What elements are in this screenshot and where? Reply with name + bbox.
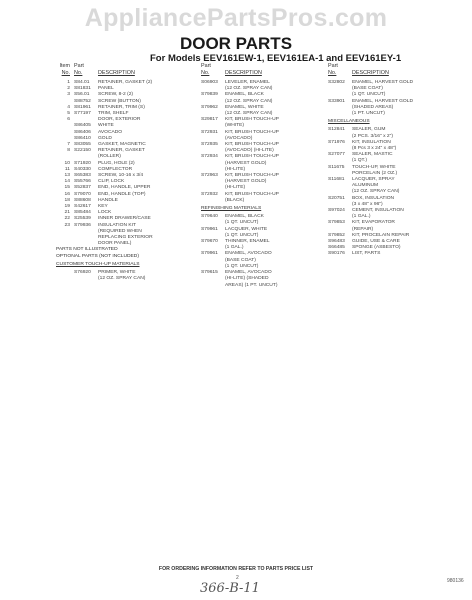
item-number: 23 bbox=[64, 222, 70, 228]
part-description: (BASE COAT) bbox=[225, 257, 256, 263]
part-description: SCREW, 8-2 (2) bbox=[98, 92, 134, 98]
part-number: S79961 bbox=[201, 226, 218, 232]
part-description: ENAMEL, BLACK bbox=[225, 214, 264, 220]
part-description: (2 PCS. 3/16" x 2") bbox=[352, 133, 393, 139]
item-number: 22 bbox=[64, 216, 70, 222]
part-description: (REPAIR) bbox=[352, 226, 374, 232]
part-number: S88608 bbox=[74, 197, 91, 203]
part-no-header: No. bbox=[74, 69, 83, 76]
part-number: S79962 bbox=[201, 104, 218, 110]
part-description: SCREW, 10-16 x 3/4 bbox=[98, 173, 144, 179]
part-description: RETAINER, GASKET bbox=[98, 148, 145, 154]
part-description: (12 OZ. SPRAY CAN) bbox=[225, 111, 273, 117]
part-description: (HARVEST GOLD) bbox=[225, 160, 267, 166]
parts-column-3 bbox=[328, 80, 466, 258]
part-description: (AVOCADO) (HI-LITE) bbox=[225, 148, 274, 154]
part-description: INSULATION KIT bbox=[98, 222, 136, 228]
part-description: (12 OZ. SPRAY CAN) bbox=[225, 98, 273, 104]
part-number bbox=[201, 283, 225, 289]
part-description: PRIMER, WHITE bbox=[98, 270, 136, 276]
part-number: S56.01 bbox=[74, 92, 90, 98]
part-description: INNER DRAWER/CASE bbox=[98, 216, 151, 222]
part-number: S20751 bbox=[328, 195, 345, 201]
part-description: HANDLE bbox=[98, 197, 118, 203]
col3-header: Part No. DESCRIPTION bbox=[328, 63, 389, 76]
part-description: (HARVEST GOLD) bbox=[225, 179, 267, 185]
part-description: LEVELER, ENAMEL bbox=[225, 80, 270, 85]
item-number: 10 bbox=[64, 160, 70, 166]
part-description: KIT, INSULATION bbox=[352, 139, 391, 145]
part-number: S79640 bbox=[201, 214, 218, 220]
part-number: S84.01 bbox=[74, 80, 90, 85]
part-number: S76920 bbox=[74, 270, 91, 276]
part-description: PANEL bbox=[98, 86, 114, 92]
handwritten-note: 366-B-11 bbox=[200, 581, 260, 596]
item-header: Item bbox=[59, 63, 70, 69]
item-number: 11 bbox=[64, 166, 70, 172]
part-description: (SHADED AREAS) bbox=[352, 104, 394, 110]
part-description: REPLACING EXTERIOR bbox=[98, 235, 153, 241]
part-number: S52837 bbox=[74, 185, 91, 191]
parts-row bbox=[201, 198, 323, 204]
part-description: END, HANDLE (TOP) bbox=[98, 191, 146, 197]
part-header: Part bbox=[74, 63, 84, 69]
part-number: S79936 bbox=[74, 222, 91, 228]
part-description: LOCK bbox=[98, 210, 112, 216]
part-description: (1 QT. UNCUT) bbox=[352, 92, 386, 98]
part-description: KIT, BRUSH TOUCH-UP bbox=[225, 142, 279, 148]
part-description: (1 GAL.) bbox=[225, 245, 244, 251]
part-number: S79853 bbox=[328, 220, 345, 226]
part-description: PORCELAIN (2 OZ.) bbox=[352, 170, 398, 176]
part-description: ENAMEL, AVOCADO bbox=[225, 270, 272, 276]
part-number: S96483 bbox=[328, 239, 345, 245]
part-description: SCREW (BUTTON) bbox=[98, 98, 141, 104]
part-description: KEY bbox=[98, 204, 108, 210]
item-number bbox=[56, 276, 70, 282]
part-number: S85484 bbox=[74, 210, 91, 216]
part-description: (1 GAL.) bbox=[352, 214, 371, 220]
part-number: S71920 bbox=[74, 160, 91, 166]
part-description: (1 QT. UNCUT) bbox=[225, 220, 259, 226]
part-number: S86405 bbox=[74, 123, 91, 129]
part-number: S40330 bbox=[74, 166, 91, 172]
part-description: GASKET, MAGNETIC bbox=[98, 142, 146, 148]
part-number: S06903 bbox=[201, 80, 218, 85]
part-description: (3 x 48" x 96") bbox=[352, 201, 383, 207]
part-description: RETAINER, TRIM (S) bbox=[98, 104, 145, 110]
part-number: S88752 bbox=[74, 98, 91, 104]
col1-header bbox=[56, 63, 135, 76]
part-number: S12841 bbox=[328, 127, 345, 133]
part-number: S77197 bbox=[74, 111, 91, 117]
document-code: 980136 bbox=[447, 578, 464, 584]
part-number: S55766 bbox=[74, 179, 91, 185]
item-number: 4 bbox=[67, 104, 70, 110]
part-description: LACQUER, SPRAY bbox=[352, 177, 395, 183]
part-description: AREAS) (1 PT. UNCUT) bbox=[225, 282, 278, 288]
part-description: (REQUIRED WHEN bbox=[98, 228, 142, 234]
item-number: 18 bbox=[64, 197, 70, 203]
part-description: SPONGE (ASBESTO) bbox=[352, 245, 401, 251]
part-description: (AVOCADO) bbox=[225, 135, 253, 141]
part-number: S83055 bbox=[74, 142, 91, 148]
part-description: TOUCH-UP, WHITE bbox=[352, 164, 396, 170]
part-description: WHITE bbox=[98, 123, 114, 129]
part-description: TRIM, SHELF bbox=[98, 111, 129, 117]
part-number: S72932 bbox=[201, 191, 218, 197]
part-number: S11675 bbox=[328, 164, 345, 170]
part-description: ENAMEL, HARVEST GOLD bbox=[352, 98, 413, 104]
part-description: (WHITE) bbox=[225, 123, 245, 129]
part-number: S79615 bbox=[201, 270, 218, 276]
part-number: S33901 bbox=[328, 98, 345, 104]
part-number: S27077 bbox=[328, 152, 345, 158]
parts-row bbox=[328, 251, 466, 257]
part-description: ALUMINUM bbox=[352, 183, 379, 189]
page-number: 2 bbox=[236, 575, 239, 581]
part-description: KIT, BRUSH TOUCH-UP bbox=[225, 129, 279, 135]
item-number: 14 bbox=[64, 179, 70, 185]
item-number: 15 bbox=[64, 185, 70, 191]
page-subtitle: For Models EEV161EW-1, EEV161EA-1 and EEV161EY-1 bbox=[150, 53, 402, 64]
part-number: S22150 bbox=[74, 148, 91, 154]
part-description: ENAMEL, WHITE bbox=[225, 104, 264, 110]
part-number: S66485 bbox=[328, 245, 345, 251]
item-number: 21 bbox=[64, 210, 70, 216]
part-description: (12 OZ. SPRAY CAN) bbox=[98, 276, 146, 282]
part-description: SEALER, GUM bbox=[352, 127, 386, 133]
part-description: CLIP, LOCK bbox=[98, 179, 125, 185]
part-description: (12 OZ. SPRAY CAN) bbox=[352, 189, 400, 195]
description-header: DESCRIPTION bbox=[98, 69, 135, 76]
part-description: DOOR, EXTERIOR bbox=[98, 117, 141, 123]
item-number: 13 bbox=[64, 173, 70, 179]
part-description: (12 OZ. SPRAY CAN) bbox=[225, 86, 273, 92]
parts-row bbox=[56, 276, 196, 282]
part-description: PLUG, HOLE (2) bbox=[98, 160, 135, 166]
part-number: S42617 bbox=[74, 204, 91, 210]
page-title: DOOR PARTS bbox=[179, 34, 293, 53]
part-description: CEMENT, INSULATION bbox=[352, 208, 404, 214]
part-number: S65383 bbox=[74, 173, 91, 179]
refinishing-materials-heading: REFINISHING MATERIALS bbox=[201, 206, 262, 212]
item-number: 1 bbox=[67, 80, 70, 85]
part-number: S25539 bbox=[74, 216, 91, 222]
part-number: S86410 bbox=[74, 135, 91, 141]
part-number: S79070 bbox=[74, 191, 91, 197]
part-description: (1 QT. UNCUT) bbox=[225, 263, 259, 269]
part-description: ENAMEL, AVOCADO bbox=[225, 251, 272, 257]
part-description: END, HANDLE, UPPER bbox=[98, 185, 151, 191]
col2-header: Part No. DESCRIPTION bbox=[201, 63, 262, 76]
item-number: 7 bbox=[67, 142, 70, 148]
part-number: S72934 bbox=[201, 154, 218, 160]
part-description: THINNER, ENAMEL bbox=[225, 239, 270, 245]
item-number: 3 bbox=[67, 92, 70, 98]
part-number: S90176 bbox=[328, 251, 345, 257]
part-description: RETAINER, GASKET (2) bbox=[98, 80, 153, 85]
part-number: S81831 bbox=[74, 86, 91, 92]
part-description: ENAMEL, HARVEST GOLD bbox=[352, 80, 413, 85]
part-number bbox=[201, 198, 225, 204]
part-description: (HI-LITE) bbox=[225, 166, 246, 172]
optional-parts-note: OPTIONAL PARTS (NOT INCLUDED) bbox=[56, 253, 139, 259]
item-number: 6 bbox=[67, 117, 70, 123]
item-no-header: No. bbox=[61, 69, 70, 76]
parts-column-1 bbox=[56, 80, 196, 283]
part-description: (8 Pcs 3 x 24" x 48") bbox=[352, 146, 397, 152]
watermark: AppliancePartsPros.com bbox=[84, 4, 388, 32]
part-number: S72931 bbox=[201, 129, 218, 135]
part-description: SEALER, MASTIC bbox=[352, 152, 393, 158]
part-description: (HI-LITE) (SHADED bbox=[225, 276, 269, 282]
item-number: 2 bbox=[67, 86, 70, 92]
part-number: S79839 bbox=[201, 92, 218, 98]
item-number: 8 bbox=[67, 148, 70, 154]
part-description: DOOR PANEL) bbox=[98, 241, 132, 247]
part-number: S81961 bbox=[74, 104, 91, 110]
part-description: KIT, BRUSH TOUCH-UP bbox=[225, 173, 279, 179]
part-description: ENAMEL, BLACK bbox=[225, 92, 264, 98]
part-description: (HI-LITE) bbox=[225, 185, 246, 191]
part-description: (BLACK) bbox=[225, 197, 245, 203]
item-number: 16 bbox=[64, 191, 70, 197]
part-description: (1 QT. UNCUT) bbox=[225, 232, 259, 238]
part-number: S86406 bbox=[74, 129, 91, 135]
part-number: S72935 bbox=[201, 142, 218, 148]
parts-column-2 bbox=[201, 80, 323, 289]
part-description: GUIDE, USE & CARE bbox=[352, 239, 400, 245]
part-description: KIT, BRUSH TOUCH-UP bbox=[225, 191, 279, 197]
item-number: 19 bbox=[64, 204, 70, 210]
part-number: S29817 bbox=[201, 117, 218, 123]
part-description: LIST, PARTS bbox=[352, 251, 381, 257]
item-number: 5 bbox=[67, 111, 70, 117]
part-number: S79670 bbox=[201, 239, 218, 245]
part-description: KIT, EVAPORATOR bbox=[352, 220, 395, 226]
parts-not-illustrated-note: PARTS NOT ILLUSTRATED bbox=[56, 247, 118, 253]
part-description: COMFLECTOR bbox=[98, 166, 133, 172]
ordering-footer: FOR ORDERING INFORMATION REFER TO PARTS PRICE LIST bbox=[158, 566, 314, 572]
part-description: (BASE COAT) bbox=[352, 86, 383, 92]
miscellaneous-heading: MISCELLANEOUS bbox=[328, 119, 370, 125]
part-description: KIT, BRUSH TOUCH-UP bbox=[225, 117, 279, 123]
part-description: (ROLLER) bbox=[98, 154, 121, 160]
part-description: KIT, PROCELAIN REPAIR bbox=[352, 232, 410, 238]
part-number: S79852 bbox=[328, 232, 345, 238]
part-description: GOLD bbox=[98, 135, 112, 141]
part-description: AVOCADO bbox=[98, 129, 123, 135]
part-description: BOX, INSULATION bbox=[352, 195, 395, 201]
part-number: S79961 bbox=[201, 251, 218, 257]
part-number bbox=[74, 276, 98, 282]
part-number bbox=[328, 111, 352, 117]
part-number: S72963 bbox=[201, 173, 218, 179]
part-number: S32802 bbox=[328, 80, 345, 85]
parts-row bbox=[201, 283, 323, 289]
parts-row bbox=[328, 111, 466, 117]
part-number: S71976 bbox=[328, 139, 345, 145]
part-description: KIT, BRUSH TOUCH-UP bbox=[225, 154, 279, 160]
part-description: LACQUER, WHITE bbox=[225, 226, 268, 232]
customer-touchup-heading: CUSTOMER TOUCH-UP MATERIALS bbox=[56, 261, 140, 267]
part-number: S97024 bbox=[328, 208, 345, 214]
part-number: S11681 bbox=[328, 177, 345, 183]
part-description: (1 QT.) bbox=[352, 158, 367, 164]
part-description: (1 PT. UNCUT) bbox=[352, 111, 385, 117]
